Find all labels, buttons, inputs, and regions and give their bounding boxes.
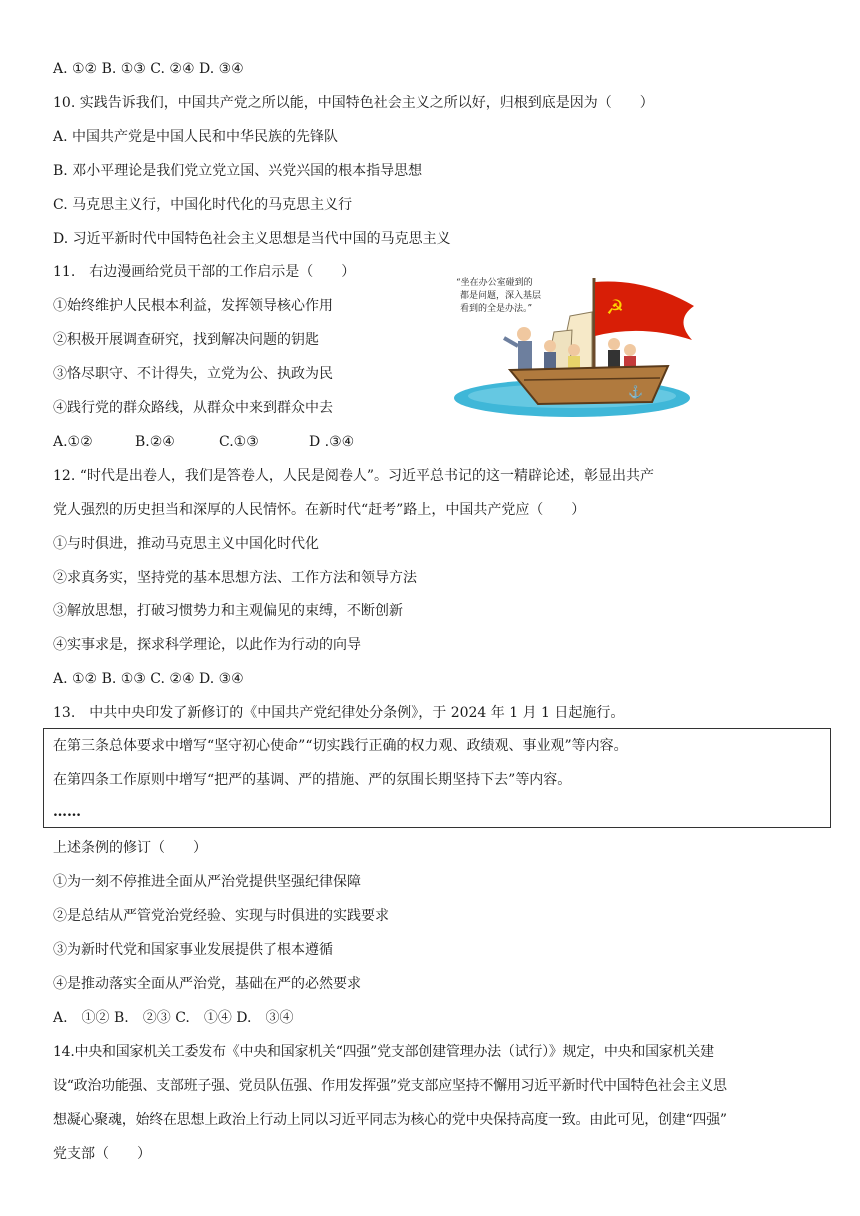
q13-options: A. ①② B. ②③ C. ①④ D. ③④: [53, 1010, 294, 1026]
q13-item-2: ②是总结从严管党治党经验、实现与时俱进的实践要求: [53, 908, 389, 924]
q13-item-1: ①为一刻不停推进全面从严治党提供坚强纪律保障: [53, 874, 361, 890]
q12-stem-line-1: 12. “时代是出卷人，我们是答卷人，人民是阅卷人”。习近平总书记的这一精辟论述，彰显出共产: [53, 468, 655, 484]
q10-option-d: D. 习近平新时代中国特色社会主义思想是当代中国的马克思主义: [53, 231, 451, 247]
q11-option-a: A.①②: [53, 434, 93, 450]
q11-options: [53, 432, 354, 452]
cartoon-caption-line-2: 都是问题，深入基层: [460, 291, 542, 301]
material-line-3: ……: [53, 804, 81, 820]
q12-item-3: ③解放思想，打破习惯势力和主观偏见的束缚，不断创新: [53, 603, 403, 619]
material-line-1: 在第三条总体要求中增写“坚守初心使命”“切实践行正确的权力观、政绩观、事业观”等内容。: [53, 738, 628, 754]
q14-stem-line-3: 想凝心聚魂，始终在思想上政治上行动上同以习近平同志为核心的党中央保持高度一致。由此可见，创建“四强”: [53, 1112, 727, 1128]
material-line-2: 在第四条工作原则中增写“把严的基调、严的措施、严的氛围长期坚持下去”等内容。: [53, 772, 572, 788]
q12-stem-line-2: 党人强烈的历史担当和深厚的人民情怀。在新时代“赶考”路上，中国共产党应（ ）: [53, 502, 586, 518]
q13-stem: 13. 中共中央印发了新修订的《中国共产党纪律处分条例》，于 2024 年 1 月 1 日起施行。: [53, 705, 625, 721]
q11-item-1: ①始终维护人民根本利益，发挥领导核心作用: [53, 298, 333, 314]
q10-option-a: A. 中国共产党是中国人民和中华民族的先锋队: [53, 129, 339, 145]
anchor-icon: ⚓: [628, 385, 643, 399]
q14-stem-line-2: 设“政治功能强、支部班子强、党员队伍强、作用发挥强”党支部应坚持不懈用习近平新时代中国特色社会主义思: [53, 1078, 727, 1094]
q11-item-4: ④践行党的群众路线，从群众中来到群众中去: [53, 400, 333, 416]
hammer-sickle-icon: ☭: [606, 295, 624, 319]
q10-option-b: B. 邓小平理论是我们党立党立国、兴党兴国的根本指导思想: [53, 163, 423, 179]
q10-stem: 10. 实践告诉我们，中国共产党之所以能，中国特色社会主义之所以好，归根到底是因为（ ）: [53, 95, 654, 111]
q12-item-2: ②求真务实，坚持党的基本思想方法、工作方法和领导方法: [53, 570, 417, 586]
q14-stem-line-1: 14.中央和国家机关工委发布《中央和国家机关“四强”党支部创建管理办法（试行）》规定，中央和国家机关建: [53, 1044, 714, 1060]
svg-text:“坐在办公室碰到的 都是问题，深入基层 看到: [456, 276, 544, 314]
cartoon-caption-line-1: “坐在办公室碰到的: [456, 278, 533, 288]
q14-stem-line-4: 党支部（ ）: [53, 1146, 151, 1162]
q13-question: 上述条例的修订（ ）: [53, 840, 207, 856]
q13-material-box: [43, 728, 831, 828]
q10-option-c: C. 马克思主义行，中国化时代化的马克思主义行: [53, 197, 353, 213]
q12-item-4: ④实事求是，探求科学理论，以此作为行动的向导: [53, 637, 361, 653]
q9-options: A. ①② B. ①③ C. ②④ D. ③④: [53, 61, 244, 77]
q11-item-2: ②积极开展调查研究，找到解决问题的钥匙: [53, 332, 319, 348]
q11-option-d: D .③④: [309, 434, 355, 450]
q11-stem: 11. 右边漫画给党员干部的工作启示是（ ）: [53, 264, 356, 280]
q11-option-b: B.②④: [135, 434, 175, 450]
q13-item-3: ③为新时代党和国家事业发展提供了根本遵循: [53, 942, 333, 958]
q11-item-3: ③恪尽职守、不计得失，立党为公、执政为民: [53, 366, 333, 382]
q12-options: A. ①② B. ①③ C. ②④ D. ③④: [53, 671, 244, 687]
cartoon-caption-line-3: 看到的全是办法。”: [460, 304, 533, 314]
q13-item-4: ④是推动落实全面从严治党，基础在严的必然要求: [53, 976, 361, 992]
cartoon-illustration: [446, 268, 696, 420]
q12-item-1: ①与时俱进，推动马克思主义中国化时代化: [53, 536, 319, 552]
q11-option-c: C.①③: [219, 434, 259, 450]
